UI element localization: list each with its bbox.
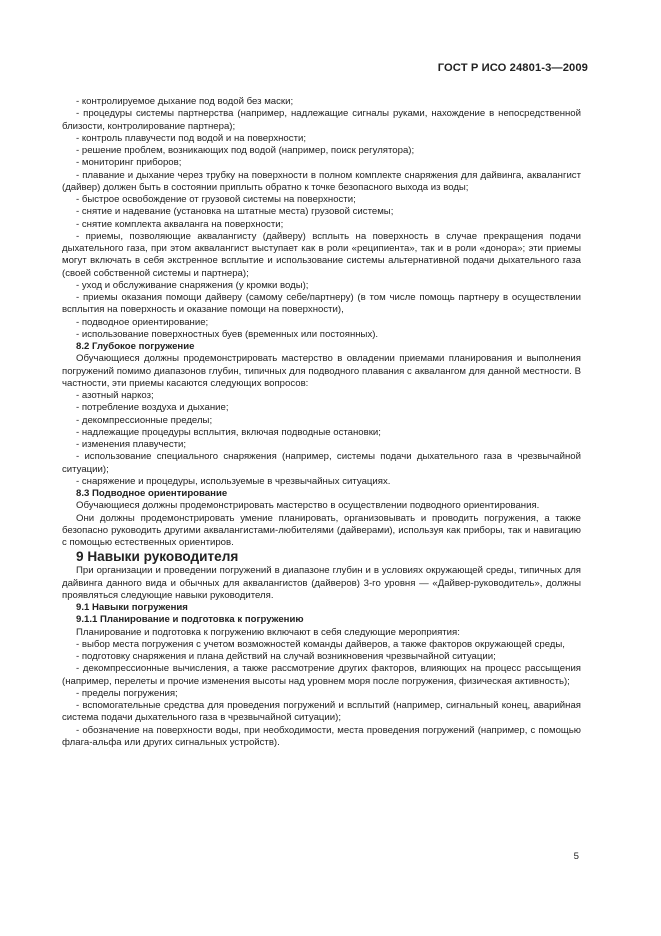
list-item: - решение проблем, возникающих под водой (например, поиск регулятора);	[76, 145, 415, 156]
section-9-intro: При организации и проведении погружений в диапазоне глубин и в условиях окружающей среды, типичных для дайвинга данного вида и обычных для аквалангистов (дайверов) 3-го уровня — «Дайвер-руководитель», должны проявляться следующие навыки руководителя.	[62, 565, 581, 601]
list-item: - подводное ориентирование;	[76, 316, 209, 328]
list-item: - потребление воздуха и дыхание;	[76, 402, 229, 414]
list-item: - подготовку снаряжения и плана действий на случай возникновения чрезвычайной ситуации;	[76, 651, 496, 662]
list-item: - надлежащие процедуры всплытия, включая подводные остановки;	[76, 426, 381, 438]
section-9-1-heading: 9.1 Навыки погружения	[76, 602, 188, 613]
section-9-1-1-heading: 9.1.1 Планирование и подготовка к погружению	[76, 614, 304, 626]
list-item: - мониторинг приборов;	[76, 157, 182, 169]
list-item: - контролируемое дыхание под водой без маски;	[76, 96, 294, 107]
list-item: - вспомогательные средства для проведения погружений и всплытий (например, сигнальный конец, аварийная система подачи дыхательного газа в чрезвычайной ситуации);	[62, 700, 581, 724]
list-item: - использование специального снаряжения (например, системы подачи дыхательного газа в чрезвычайной ситуации);	[62, 451, 581, 475]
list-item: - использование поверхностных буев (временных или постоянных).	[76, 328, 379, 340]
list-item: - азотный наркоз;	[76, 390, 154, 401]
list-item: - снаряжение и процедуры, используемые в чрезвычайных ситуациях.	[76, 475, 391, 487]
section-9-heading: 9 Навыки руководителя	[76, 549, 239, 565]
section-8-3-heading: 8.3 Подводное ориентирование	[76, 488, 228, 499]
list-item: - декомпрессионные пределы;	[76, 414, 213, 426]
list-item: - выбор места погружения с учетом возможностей команды дайверов, а также факторов окружающей среды,	[76, 638, 565, 650]
list-item: - быстрое освобождение от грузовой системы на поверхности;	[76, 194, 356, 205]
list-item: - уход и обслуживание снаряжения (у кромки воды);	[76, 279, 309, 291]
page-body	[62, 96, 581, 749]
list-item: - пределы погружения;	[76, 687, 178, 699]
list-item: - приемы оказания помощи дайверу (самому себе/партнеру) (в том числе помощь партнеру в осуществлении всплытия на поверхность и оказание помощи на поверхности),	[62, 292, 581, 316]
list-item: - контроль плавучести под водой и на поверхности;	[76, 132, 306, 144]
list-item: - приемы, позволяющие аквалангисту (дайверу) всплыть на поверхность в случае прекращения подачи дыхательного газа, при этом аквалангист выступает как в роли «реципиента», так и в роли «донора»; эти приемы могут включать в себя экстренное всплытие и использование системы альтернативной подачи дыхательного газа (своей собственной системы и партнера);	[62, 230, 581, 279]
document-id: ГОСТ Р ИСО 24801-3—2009	[437, 62, 588, 74]
list-item: - обозначение на поверхности воды, при необходимости, места проведения погружений (например, с помощью флага-альфа или других сигнальных устройств).	[62, 724, 581, 748]
section-8-3-paragraph: Обучающиеся должны продемонстрировать мастерство в осуществлении подводного ориентирования.	[76, 500, 540, 512]
page-number: 5	[573, 851, 579, 862]
section-8-2-intro: Обучающиеся должны продемонстрировать мастерство в овладении приемами планирования и выполнения погружений помимо диапазонов глубин, типичных для подводного плавания с аквалангом для данной местности. В частности, эти приемы касаются следующих вопросов:	[62, 353, 581, 389]
list-item: - процедуры системы партнерства (например, надлежащие сигналы руками, нахождение в непосредственной близости, контролирование партнера);	[62, 108, 581, 132]
section-9-1-1-intro: Планирование и подготовка к погружению включают в себя следующие мероприятия:	[76, 626, 460, 638]
section-8-2-heading: 8.2 Глубокое погружение	[76, 341, 195, 352]
list-item: - изменения плавучести;	[76, 439, 187, 450]
list-item: - плавание и дыхание через трубку на поверхности в полном комплекте снаряжения для дайвинга, аквалангист (дайвер) должен быть в состоянии приплыть обратно к точке безопасного выхода из воды;	[62, 169, 581, 193]
list-item: - снятие комплекта акваланга на поверхности;	[76, 218, 284, 230]
list-item: - декомпрессионные вычисления, а также рассмотрение других факторов, влияющих на процесс рассыщения (например, перелеты и прочие изменения высоты над уровнем моря после погружения, физическая активность);	[62, 663, 581, 687]
list-item: - снятие и надевание (установка на штатные места) грузовой системы;	[76, 206, 394, 218]
section-8-3-paragraph: Они должны продемонстрировать умение планировать, организовывать и проводить погружения, а также безопасно руководить другими аквалангистами-любителями (дайверами), используя как приборы, так и навигацию с помощью естественных ориентиров.	[62, 512, 581, 548]
